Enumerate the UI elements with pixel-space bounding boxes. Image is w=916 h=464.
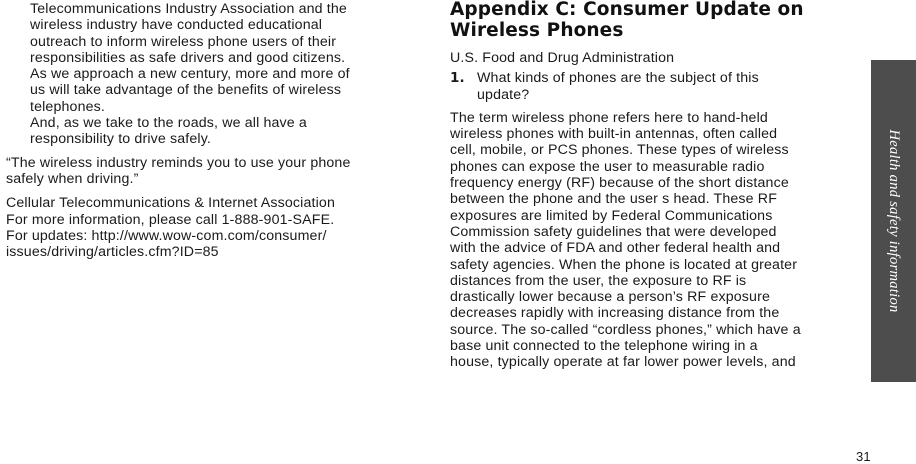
section-side-tab (871, 60, 916, 382)
text-line: Commission safety guidelines that were developed (450, 223, 777, 240)
text-line: exposures are limited by Federal Communications (450, 207, 773, 224)
text-line: outreach to inform wireless phone users of their (30, 33, 337, 50)
text-line: cell, mobile, or PCS phones. These types of wireless (450, 142, 789, 159)
heading-line: Wireless Phones (450, 20, 624, 41)
text-line: update? (477, 86, 530, 103)
text-line: issues/driving/articles.cfm?ID=85 (6, 244, 219, 261)
text-line: house, typically operate at far lower power levels, and (450, 354, 796, 371)
text-line: telephones. (30, 98, 106, 115)
heading-line: Appendix C: Consumer Update on (450, 0, 804, 20)
page-number: 31 (856, 449, 871, 464)
quote-paragraph (6, 155, 416, 188)
text-line: For updates: http://www.wow-com.com/consumer/ (6, 227, 327, 244)
text-line: base unit connected to the telephone wiring in a (450, 338, 758, 355)
side-tab-label: Health and safety information (885, 129, 902, 313)
text-line: source. The so-called “cordless phones,” which have a (450, 321, 801, 338)
text-line: As we approach a new century, more and more of (30, 66, 350, 83)
text-line: responsibilities as safe drivers and good citizens. (30, 49, 346, 66)
text-line: decreases rapidly with increasing distance from the (450, 305, 780, 322)
text-line: Telecommunications Industry Association and the (30, 1, 347, 17)
text-line: And, as we take to the roads, we all have a (30, 115, 307, 132)
text-line: “The wireless industry reminds you to use your phone (6, 154, 351, 171)
text-line: For more information, please call 1-888-901-SAFE. (6, 211, 335, 228)
contact-paragraph (6, 195, 416, 260)
text-line: The term wireless phone refers here to hand-held (450, 109, 768, 126)
text-line: between the phone and the user s head. These RF (450, 191, 778, 208)
text-line: What kinds of phones are the subject of this (477, 70, 759, 87)
text-line: drastically lower because a person’s RF exposure (450, 289, 771, 306)
text-line: wireless industry have conducted educational (30, 17, 323, 34)
body-paragraph (450, 110, 850, 371)
text-line: us will take advantage of the benefits of wireless (30, 82, 342, 99)
question-text (477, 70, 759, 103)
text-line: safely when driving.” (6, 170, 139, 187)
source-line: U.S. Food and Drug Administration (450, 50, 675, 66)
text-line: wireless phones with built-in antennas, often called (450, 126, 778, 143)
text-line: with the advice of FDA and other federal health and (450, 240, 781, 257)
industry-paragraph (6, 1, 416, 148)
question-number: 1. (450, 70, 465, 87)
text-line: frequency energy (RF) because of the short distance (450, 175, 789, 192)
question-item (450, 70, 850, 103)
text-line: responsibility to drive safely. (30, 131, 212, 148)
text-line: distances from the user, the exposure to RF is (450, 272, 747, 289)
text-line: Cellular Telecommunications & Internet Association (6, 195, 335, 212)
left-column (6, 0, 416, 260)
text-line: phones can expose the user to measurable radio (450, 158, 765, 175)
section-heading (450, 0, 850, 41)
text-line: safety agencies. When the phone is located at greater (450, 256, 798, 273)
right-column (450, 0, 850, 371)
